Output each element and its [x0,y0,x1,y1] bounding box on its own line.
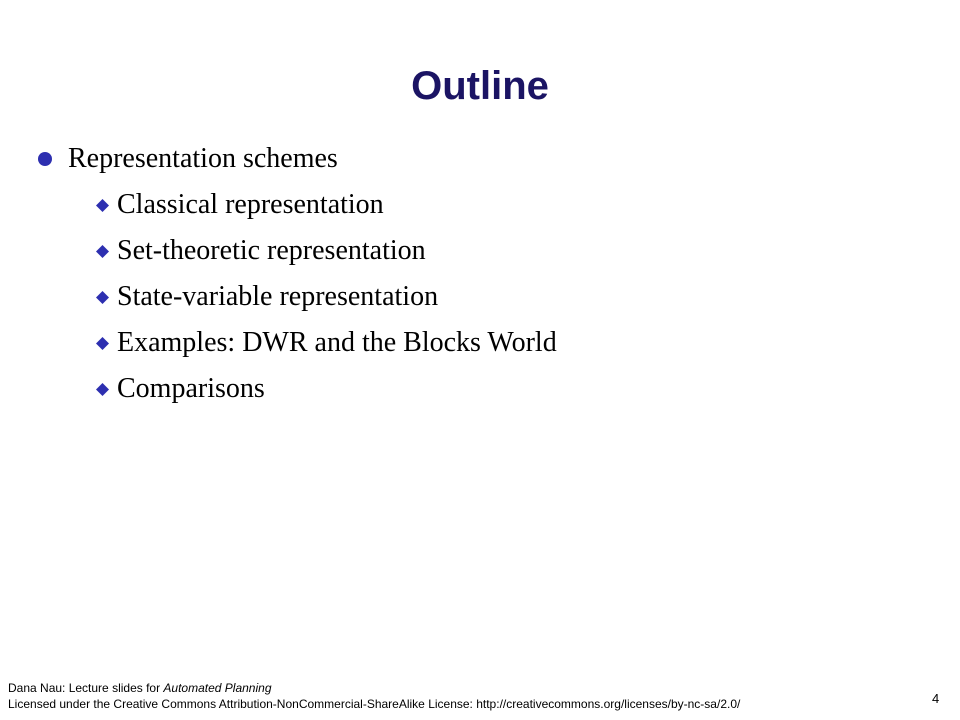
filled-circle-icon [38,152,52,166]
sub-bullet-text: Classical representation [117,189,384,220]
sub-bullet-item [96,182,918,228]
sub-bullet-item [96,366,918,412]
slide-footer [8,680,740,712]
footer-book-title: Automated Planning [163,681,272,695]
diamond-icon [96,291,109,304]
page-number: 4 [932,691,940,706]
sub-bullet-item [96,274,918,320]
diamond-icon [96,199,109,212]
diamond-icon [96,383,109,396]
sub-bullet-text: Set-theoretic representation [117,235,426,266]
sub-bullet-text: State-variable representation [117,281,439,312]
diamond-icon [96,245,109,258]
footer-license: Licensed under the Creative Commons Attribution-NonCommercial-ShareAlike License: http://creativecommons.org/licenses/by-nc-sa/2.0/ [8,697,741,711]
footer-line-1 [8,680,740,696]
sub-bullet-text: Examples: DWR and the Blocks World [117,327,557,358]
footer-author: Dana Nau: Lecture slides for [8,681,164,695]
bullet-text: Representation schemes [68,143,338,174]
sub-bullet-text: Comparisons [117,373,265,404]
bullet-item [38,136,918,182]
sub-bullet-item [96,320,918,366]
slide-title: Outline [411,64,549,108]
bullet-list [38,136,918,412]
sub-bullet-item [96,228,918,274]
diamond-icon [96,337,109,350]
